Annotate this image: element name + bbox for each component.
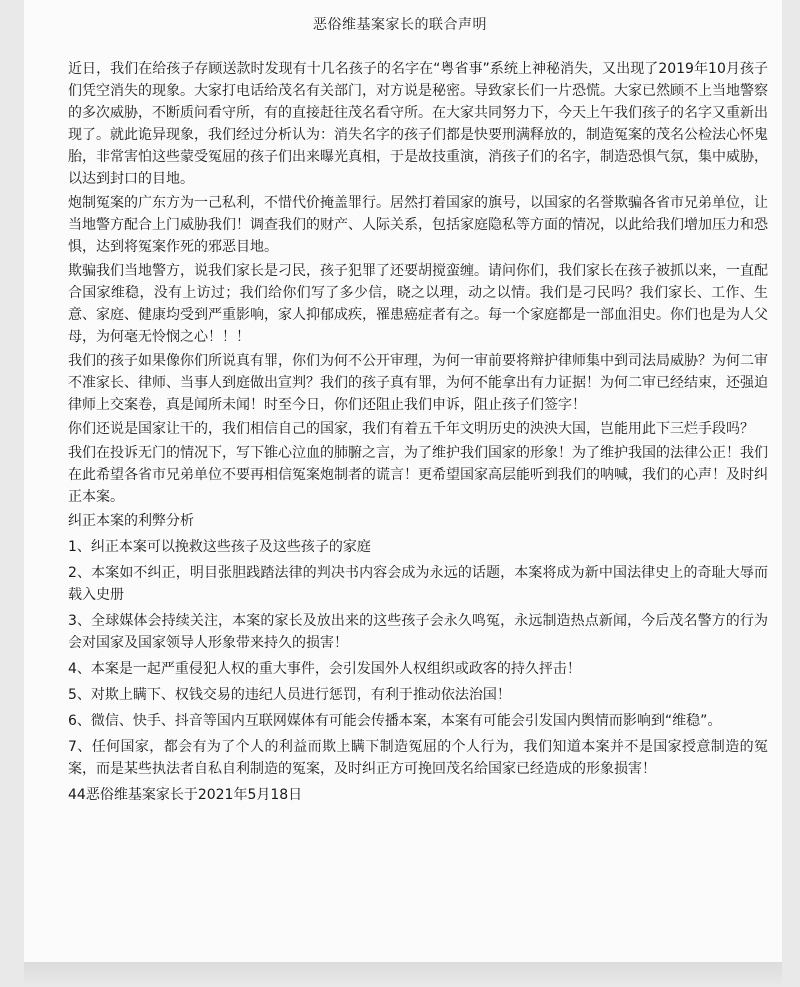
- page-bottom-edge: [24, 962, 782, 987]
- analysis-item-5: 5、对欺上瞒下、权钱交易的违纪人员进行惩罚，有利于推动依法治国！: [68, 687, 511, 703]
- analysis-heading: 纠正本案的利弊分析: [68, 513, 194, 529]
- paragraph-5: 你们还说是国家让干的，我们相信自己的国家，我们有着五千年文明历史的泱泱大国，岂能用此下三烂手段吗？: [68, 421, 754, 437]
- paragraph-3: 欺骗我们当地警方，说我们家长是刁民，孩子犯罪了还要胡搅蛮缠。请问你们，我们家长在孩子被抓以来，一直配合国家维稳，没有上访过；我们给你们写了多少信，晓之以理，动之以情。我们是刁民吗？我们家长、工作、生意、家庭、健康均受到严重影响，家人抑郁成疾，罹患癌症者有之。每一个家庭都是一部血泪史。你们也是为人父母，为何毫无怜悯之心！！！: [68, 263, 768, 345]
- analysis-item-4: 4、本案是一起严重侵犯人权的重大事件，会引发国外人权组织或政客的持久抨击！: [68, 661, 581, 677]
- paragraph-1: 近日，我们在给孩子存顾送款时发现有十几名孩子的名字在“粤省事”系统上神秘消失，又出现了2019年10月孩子们凭空消失的现象。大家打电话给茂名有关部门，对方说是秘密。导致家长们一片恐慌。大家已然顾不上当地警察的多次威胁，不断质问看守所，有的直接赶往茂名看守所。在大家共同努力下，今天上午我们孩子的名字又重新出现了。就此诡异现象，我们经过分析认为：消失名字的孩子们都是快要刑满释放的，制造冤案的茂名公检法心怀鬼胎，非常害怕这些蒙受冤屈的孩子们出来曝光真相，于是故技重演，消孩子们的名字，制造恐惧气氛，集中威胁，以达到封口的目地。: [68, 61, 768, 187]
- analysis-item-3: 3、全球媒体会持续关注，本案的家长及放出来的这些孩子会永久鸣冤，永远制造热点新闻，今后茂名警方的行为会对国家及国家领导人形象带来持久的损害！: [68, 613, 768, 651]
- paragraph-6: 我们在投诉无门的情况下，写下锥心泣血的肺腑之言，为了维护我们国家的形象！为了维护我国的法律公正！我们在此希望各省市兄弟单位不要再相信冤案炮制者的谎言！更希望国家高层能听到我们的呐喊，我们的心声！及时纠正本案。: [68, 445, 768, 505]
- analysis-item-2: 2、本案如不纠正，明目张胆践踏法律的判决书内容会成为永远的话题，本案将成为新中国法律史上的奇耻大辱而载入史册: [68, 565, 768, 603]
- analysis-item-1: 1、纠正本案可以挽救这些孩子及这些孩子的家庭: [68, 539, 371, 555]
- paragraph-2: 炮制冤案的广东方为一己私利，不惜代价掩盖罪行。居然打着国家的旗号，以国家的名誉欺骗各省市兄弟单位，让当地警方配合上门威胁我们！调查我们的财产、人际关系，包括家庭隐私等方面的情况，以此给我们增加压力和恐惧，达到将冤案作死的邪恶目地。: [68, 195, 768, 255]
- analysis-item-6: 6、微信、快手、抖音等国内互联网媒体有可能会传播本案，本案有可能会引发国内舆情而影响到“维稳”。: [68, 713, 722, 729]
- paragraph-4: 我们的孩子如果像你们所说真有罪，你们为何不公开审理，为何一审前要将辩护律师集中到司法局威胁？为何二审不准家长、律师、当事人到庭做出宣判？我们的孩子真有罪，为何不能拿出有力证据！为何二审已经结束，还强迫律师上交案卷，真是闻所未闻！时至今日，你们还阻止我们申诉，阻止孩子们签字！: [68, 353, 768, 413]
- document-title: 恶俗维基案家长的联合声明: [313, 17, 487, 33]
- analysis-item-7: 7、任何国家，都会有为了个人的利益而欺上瞒下制造冤屈的个人行为，我们知道本案并不是国家授意制造的冤案，而是某些执法者自私自利制造的冤案，及时纠正方可挽回茂名给国家已经造成的形象损害！: [68, 739, 768, 777]
- document-body: [68, 58, 768, 806]
- signature-line: 44恶俗维基案家长于2021年5月18日: [68, 787, 303, 803]
